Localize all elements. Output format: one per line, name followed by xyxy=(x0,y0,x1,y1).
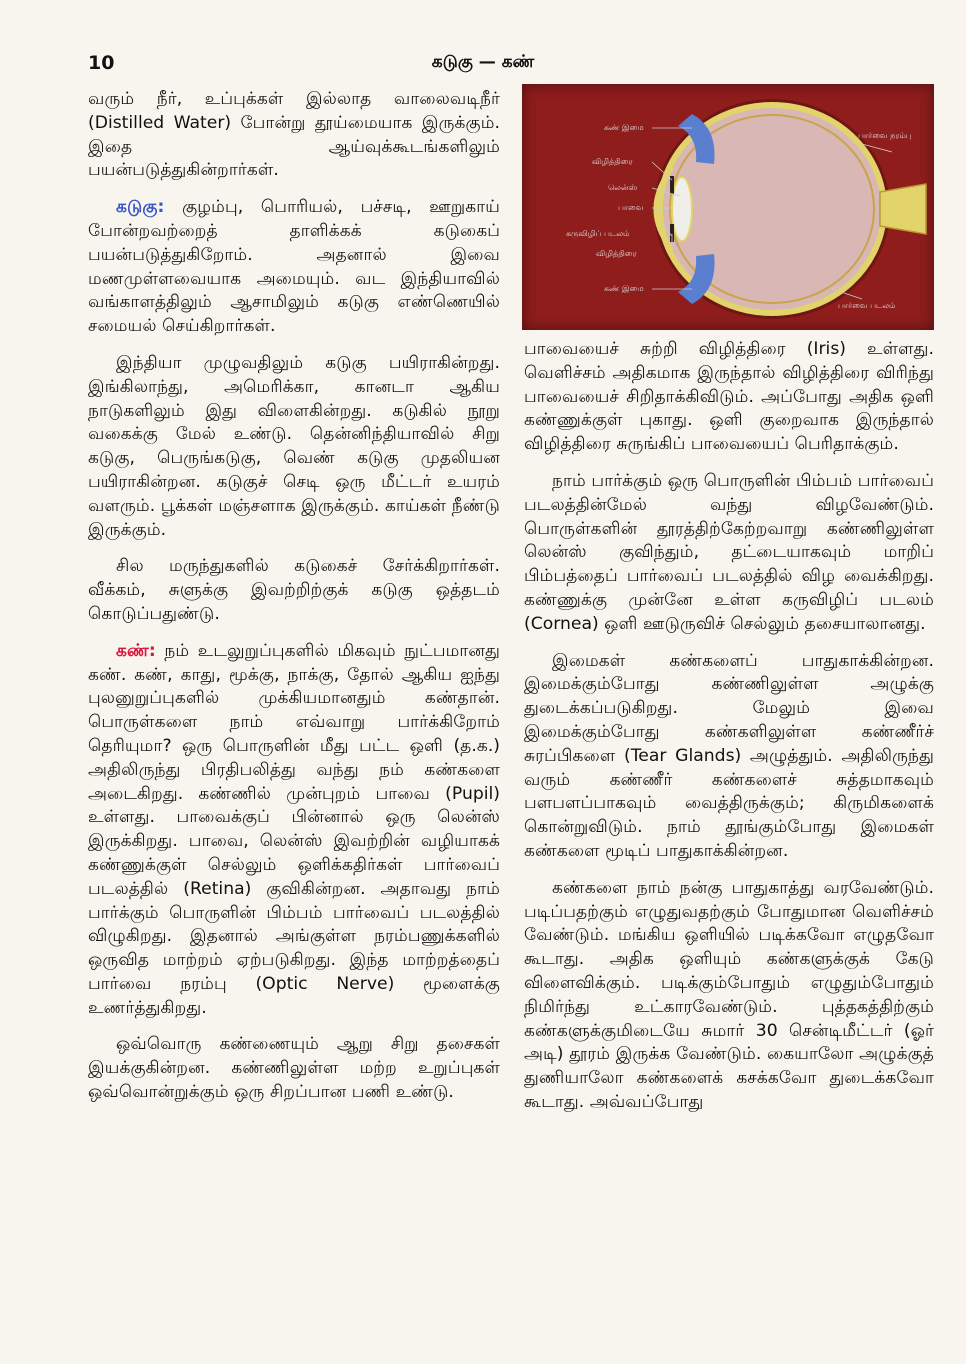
eye-diagram xyxy=(522,84,934,330)
paragraph-mustard-uses xyxy=(88,196,500,339)
label-optic-nerve: பார்வை நரம்பு xyxy=(858,131,912,140)
paragraph-iris: பாவையைச் சுற்றி விழித்திரை (Iris) உள்ளது. வெளிச்சம் அதிகமாக இருந்தால் விழித்திரை விரிந்து பாவையைச் சிறிதாக்கிவிடும். அப்போது அதிக ஒளி கண்ணுக்குள் புகாது. ஒளி குறைவாக இருந்தால் விழித்திரை சுருங்கிப் பாவையைப் பெரிதாக்கும். xyxy=(524,339,934,455)
label-pupil: பாவை xyxy=(618,203,644,212)
left-column xyxy=(88,88,500,1118)
optic-nerve xyxy=(880,184,926,234)
paragraph-mustard-cultivation: இந்தியா முழுவதிலும் கடுகு பயிராகின்றது. இங்கிலாந்து, அமெரிக்கா, கானடா ஆகிய நாடுகளிலும் இது விளைகின்றது. கடுகில் நூறு வகைக்கு மேல் உண்டு. தென்னிந்தியாவில் சிறு கடுகு, பெருங்கடுகு, வெண் கடுகு முதலியன பயிராகின்றன. கடுகுச் செடி ஒரு மீட்டர் உயரம் வளரும். பூக்கள் மஞ்சளாக இருக்கும். காய்கள் நீண்டு இருக்கும். xyxy=(88,352,500,540)
label-retina: பார்வை படலம் xyxy=(838,301,896,310)
paragraph-lens-focus: நாம் பார்க்கும் ஒரு பொருளின் பிம்பம் பார்வைப் படலத்தின்மேல் வந்து விழவேண்டும். பொருள்களின் தூரத்திற்கேற்றவாறு கண்ணிலுள்ள லென்ஸ் குவிந்தும், தட்டையாகவும் மாறிப் பிம்பத்தைப் பார்வைப் படலத்தில் விழ வைக்கிறது. கண்ணுக்கு முன்னே உள்ள கருவிழிப் படலம் (Cornea) ஒளி ஊடுருவிச் செல்லும் தசையாலானது. xyxy=(524,470,934,634)
lens xyxy=(672,177,692,241)
paragraph-mustard-text: குழம்பு, பொரியல், பச்சடி, ஊறுகாய் போன்றவற்றைத் தாளிக்கக் கடுகைப் பயன்படுத்துகிறோம். அதனால் இவை மணமுள்ளவையாக அமையும். வட இந்தியாவில் வங்காளத்திலும் ஆசாமிலும் கடுகு எண்ணெயில் சமையல் செய்கிறார்கள். xyxy=(88,197,500,337)
paragraph-eye-intro xyxy=(88,640,500,1021)
paragraph-eyelids: இமைகள் கண்களைப் பாதுகாக்கின்றன. இமைக்கும்போது கண்ணிலுள்ள அழுக்கு துடைக்கப்படுகிறது. மேலும் இவை இமைக்கும்போது கண்களிலுள்ள கண்ணீர்ச் சுரப்பிகளை (Tear Glands) அழுத்தும். அதிலிருந்து வரும் கண்ணீர் கண்களைச் சுத்தமாகவும் பளபளப்பாகவும் வைத்திருக்கும்; கிருமிகளைக் கொன்றுவிடும். நாம் தூங்கும்போது இமைகள் கண்களை மூடிப் பாதுகாக்கின்றன. xyxy=(524,650,934,861)
paragraph-eye-text: நம் உடலுறுப்புகளில் மிகவும் நுட்பமானது கண். கண், காது, மூக்கு, நாக்கு, தோல் ஆகிய ஐந்து புலனுறுப்புகளில் முக்கியமானதும் கண்தான். பொருள்களை நாம் எவ்வாறு பார்க்கிறோம் தெரியுமா? ஒரு பொருளின் மீது பட்ட ஒளி (த.க.) அதிலிருந்து பிரதிபலித்து வந்து நம் கண்களை அடைகிறது. கண்ணில் முன்புறம் பாவை (Pupil) உள்ளது. பாவைக்குப் பின்னால் ஒரு லென்ஸ் இருக்கிறது. பாவை, லென்ஸ் இவற்றின் வழியாகக் கண்ணுக்குள் செல்லும் ஒளிக்கதிர்கள் பார்வைப் படலத்தில் (Retina) குவிகின்றன. அதாவது நாம் பார்க்கும் பொருளின் பிம்பம் பார்வைப் படலத்தில் விழுகிறது. இதனால் அங்குள்ள நரம்பணுக்களில் ஒருவித மாற்றம் ஏற்படுகிறது. இந்த மாற்றத்தைப் பார்வை நரம்பு (Optic Nerve) மூளைக்கு உணர்த்துகிறது. xyxy=(88,640,500,1018)
label-iris: விழித்திரை xyxy=(592,157,633,166)
headword-eye: கண்: xyxy=(116,640,156,661)
paragraph-eye-muscles: ஒவ்வொரு கண்ணையும் ஆறு சிறு தசைகள் இயக்குகின்றன. கண்ணிலுள்ள மற்ற உறுப்புகள் ஒவ்வொன்றுக்கும் ஒரு சிறப்பான பணி உண்டு. xyxy=(88,1034,500,1103)
running-head: கடுகு — கண் xyxy=(431,52,535,72)
page-number: 10 xyxy=(88,52,115,74)
eye-diagram-figure xyxy=(522,84,934,330)
paragraph-mustard-medicine: சில மருந்துகளில் கடுகைச் சேர்க்கிறார்கள். வீக்கம், சுளுக்கு இவற்றிற்குக் கடுகு ஒத்தடம் கொடுப்பதுண்டு. xyxy=(88,556,500,624)
label-iris-lower: விழித்திரை xyxy=(596,249,637,258)
label-eyelid-top: கண் இமை xyxy=(604,123,644,132)
right-column xyxy=(524,338,934,1128)
paragraph-eye-care: கண்களை நாம் நன்கு பாதுகாத்து வரவேண்டும். படிப்பதற்கும் எழுதுவதற்கும் போதுமான வெளிச்சம் வேண்டும். மங்கிய ஒளியில் படிக்கவோ எழுதவோ கூடாது. அதிக ஒளியும் கண்களுக்குக் கேடு விளைவிக்கும். படிக்கும்போதும் எழுதும்போதும் நிமிர்ந்து உட்காரவேண்டும். புத்தகத்திற்கும் கண்களுக்குமிடையே சுமார் 30 சென்டிமீட்டர் (ஓர் அடி) தூரம் இருக்க வேண்டும். கையாலோ அழுக்குத் துணியாலோ கண்களைக் கசக்கவோ துடைக்கவோ கூடாது. அவ்வப்போது xyxy=(524,877,934,1112)
headword-mustard: கடுகு: xyxy=(116,197,165,218)
label-cornea: கருவிழிப் படலம் xyxy=(566,229,630,238)
paragraph-distilled-water: வரும் நீர், உப்புக்கள் இல்லாத வாலைவடிநீர் (Distilled Water) போன்று தூய்மையாக இருக்கும். இதை ஆய்வுக்கூடங்களிலும் பயன்படுத்துகின்றார்கள். xyxy=(88,89,500,181)
label-eyelid-bottom: கண் இமை xyxy=(604,284,644,293)
label-lens: லென்ஸ் xyxy=(608,183,638,192)
